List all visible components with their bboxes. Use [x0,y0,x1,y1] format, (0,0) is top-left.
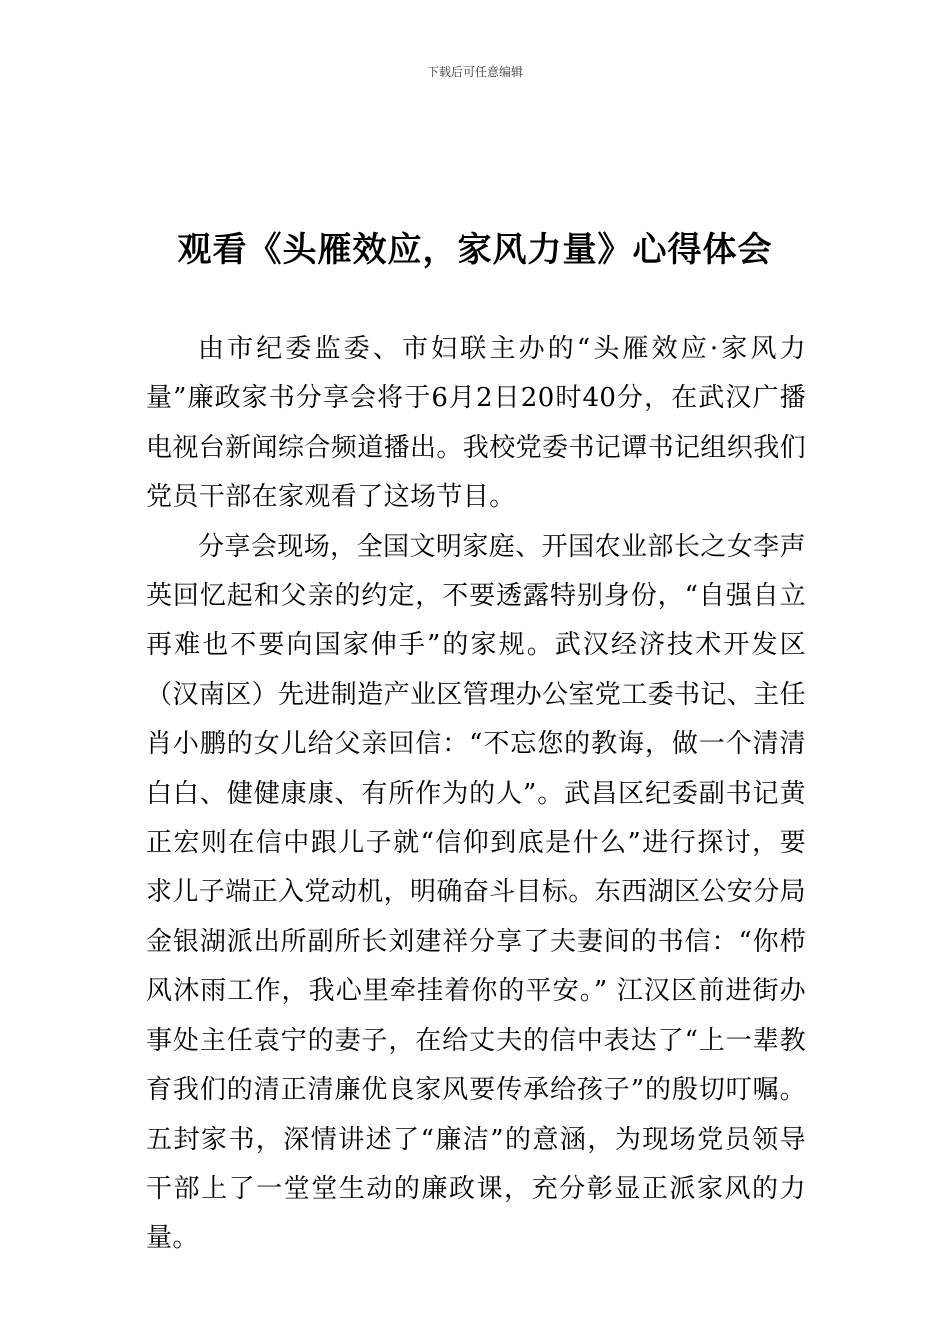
document-title: 观看《头雁效应，家风力量》心得体会 [177,230,773,270]
document-body [146,325,806,1264]
body-paragraph-1: 由市纪委监委、市妇联主办的“头雁效应·家风力量”廉政家书分享会将于6月2日20时40分，在武汉广播电视台新闻综合频道播出。我校党委书记谭书记组织我们党员干部在家观看了这场节目。 [146,334,807,513]
page-header-note: 下载后可任意编辑 [426,65,523,79]
body-paragraph-2: 分享会现场，全国文明家庭、开国农业部长之女李声英回忆起和父亲的约定，不要透露特别身份，“自强自立再难也不要向国家伸手”的家规。武汉经济技术开发区（汉南区）先进制造产业区管理办公室党工委书记、主任肖小鹏的女儿给父亲回信：“不忘您的教诲，做一个清清白白、健健康康、有所作为的人”。武昌区纪委副书记黄正宏则在信中跟儿子就“信仰到底是什么”进行探讨，要求儿子端正入党动机，明确奋斗目标。东西湖区公安分局金银湖派出所副所长刘建祥分享了夫妻间的书信：“你栉风沐雨工作，我心里牵挂着你的平安。” 江汉区前进街办事处主任袁宁的妻子，在给丈夫的信中表达了“上一辈教育我们的清正清廉优良家风要传承给孩子”的殷切叮嘱。五封家书，深情讲述了“廉洁”的意涵，为现场党员领导干部上了一堂堂生动的廉政课，充分彰显正派家风的力量。 [146,531,807,1254]
